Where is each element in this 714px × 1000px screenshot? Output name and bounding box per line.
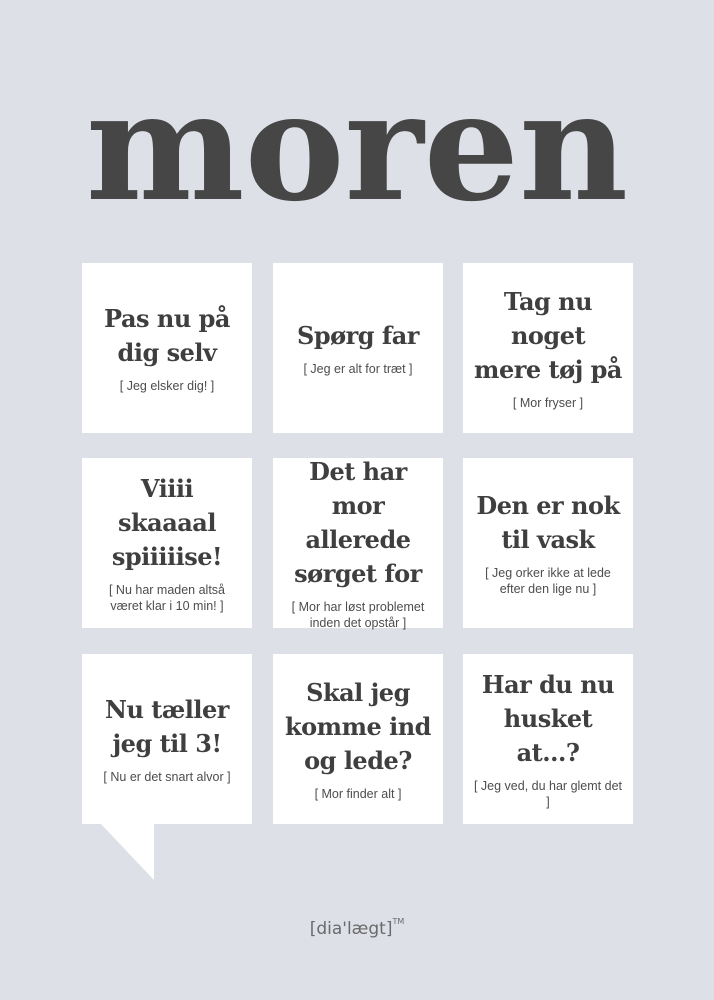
card-translation: [ Mor finder alt ] (314, 787, 402, 801)
speech-card (82, 654, 252, 824)
card-phrase: Viiii skaaaal spiiiiise! (111, 474, 223, 571)
card-translation: [ Jeg er alt for træt ] (303, 362, 413, 376)
card-phrase: Tag nu noget mere tøj på (474, 287, 622, 384)
card-translation: [ Jeg elsker dig! ] (119, 379, 215, 393)
card-translation: [ Jeg orker ikke at lede efter den lige nu ] (485, 566, 611, 596)
speech-card (463, 458, 633, 628)
speech-card (82, 263, 252, 433)
card-phrase: Pas nu på dig selv (104, 304, 230, 367)
card-phrase: Nu tæller jeg til 3! (105, 695, 229, 758)
speech-card (463, 263, 633, 433)
card-translation: [ Nu har maden altså været klar i 10 min! ] (108, 583, 226, 613)
card-translation: [ Mor har løst problemet inden det opstår ] (291, 600, 425, 630)
poster-title: moren (85, 59, 629, 235)
speech-bubble-tail (82, 823, 162, 883)
speech-card (82, 458, 252, 628)
card-translation: [ Jeg ved, du har glemt det ] (473, 779, 622, 809)
card-translation: [ Mor fryser ] (512, 396, 584, 410)
speech-card (273, 654, 443, 824)
trademark-mark: TM (392, 917, 405, 926)
card-phrase: Den er nok til vask (476, 491, 620, 554)
card-translation: [ Nu er det snart alvor ] (103, 770, 231, 784)
card-phrase: Har du nu husket at...? (481, 670, 615, 767)
brand-logo (0, 919, 714, 939)
speech-card (273, 263, 443, 433)
card-grid (82, 263, 634, 825)
brand-logo-text: [dia'lægt] (309, 919, 393, 939)
card-phrase: Det har mor allerede sørget for (294, 457, 422, 588)
card-phrase: Skal jeg komme ind og lede? (285, 678, 431, 775)
card-phrase: Spørg far (297, 321, 419, 350)
speech-card (273, 458, 443, 628)
speech-card (463, 654, 633, 824)
